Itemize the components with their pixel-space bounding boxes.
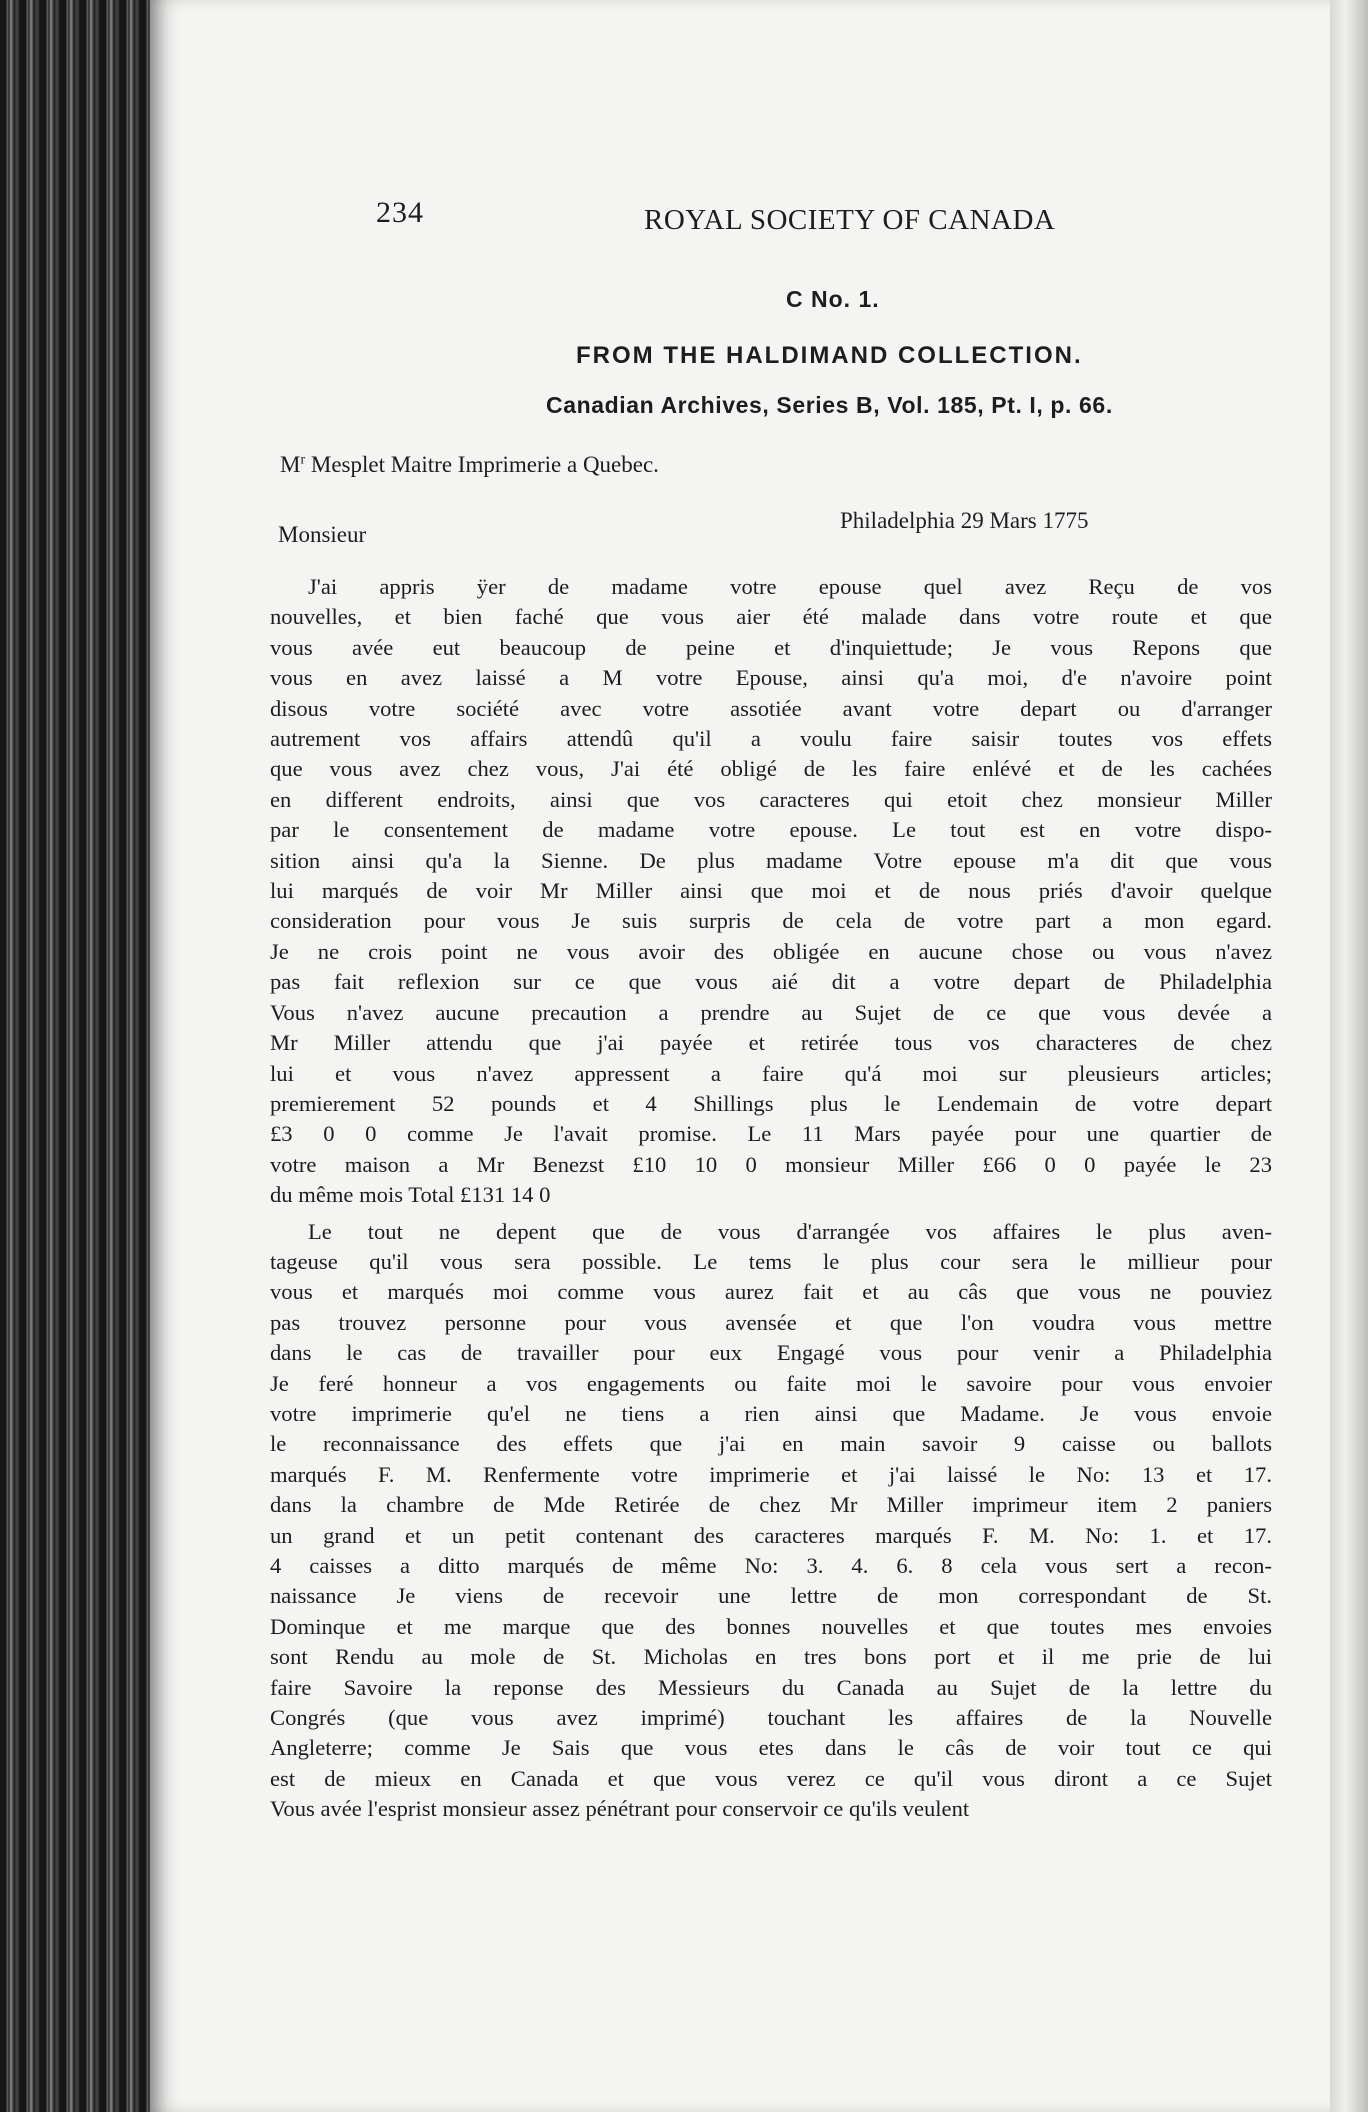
- text-line: sition ainsi qu'a la Sienne. De plus madame Votre epouse m'a dit que vous: [270, 847, 1272, 873]
- collection-title: FROM THE HALDIMAND COLLECTION.: [576, 342, 1083, 369]
- text-line: tageuse qu'il vous sera possible. Le tems le plus cour sera le millieur pour: [270, 1248, 1272, 1274]
- text-line: J'ai appris ÿer de madame votre epouse quel avez Reçu de vos: [308, 574, 1272, 599]
- text-line: Congrés (que vous avez imprimé) touchant les affaires de la Nouvelle: [270, 1705, 1272, 1731]
- text-line: que vous avez chez vous, J'ai été obligé de les faire enlévé et de les cachées: [270, 756, 1272, 782]
- text-line: Dominque et me marque que des bonnes nouvelles et que toutes mes envoies: [270, 1613, 1272, 1639]
- addressee-superscript: r: [300, 452, 306, 468]
- text-line: vous avée eut beaucoup de peine et d'inquiettude; Je vous Repons que: [270, 634, 1272, 660]
- text-line: Vous n'avez aucune precaution a prendre au Sujet de ce que vous devée a: [270, 999, 1272, 1025]
- text-line: lui et vous n'avez appressent a faire qu'á moi sur pleusieurs articles;: [270, 1060, 1272, 1086]
- text-line: nouvelles, et bien faché que vous aier été malade dans votre route et que: [270, 604, 1272, 630]
- paragraph: [270, 1217, 1272, 1825]
- text-line: lui marqués de voir Mr Miller ainsi que moi et de nous priés d'avoir quelque: [270, 878, 1272, 904]
- text-line: 4 caisses a ditto marqués de même No: 3. 4. 6. 8 cela vous sert a recon-: [270, 1553, 1272, 1578]
- text-line: Je feré honneur a vos engagements ou faite moi le savoire pour vous envoier: [270, 1370, 1272, 1396]
- text-line: votre maison a Mr Benezst £10 10 0 monsieur Miller £66 0 0 payée le 23: [270, 1151, 1272, 1177]
- book-binding-edge: [0, 0, 160, 2112]
- text-line: disous votre société avec votre assotiée avant votre depart ou d'arranger: [270, 695, 1272, 721]
- running-head: ROYAL SOCIETY OF CANADA: [644, 204, 1056, 236]
- text-line: naissance Je viens de recevoir une lettre de mon correspondant de St.: [270, 1583, 1272, 1609]
- text-line: autrement vos affairs attendû qu'il a voulu faire saisir toutes vos effets: [270, 726, 1272, 752]
- text-line: par le consentement de madame votre epouse. Le tout est en votre dispo-: [270, 817, 1272, 843]
- text-line: le reconnaissance des effets que j'ai en main savoir 9 caisse ou ballots: [270, 1431, 1272, 1457]
- text-line: faire Savoire la reponse des Messieurs du Canada au Sujet de la lettre du: [270, 1674, 1272, 1700]
- text-line: un grand et un petit contenant des caracteres marqués F. M. No: 1. et 17.: [270, 1522, 1272, 1548]
- dateline: Philadelphia 29 Mars 1775: [840, 508, 1089, 533]
- text-line: consideration pour vous Je suis surpris de cela de votre part a mon egard.: [270, 908, 1272, 934]
- addressee: [280, 452, 659, 478]
- text-line: vous et marqués moi comme vous aurez fait et au câs que vous ne pouviez: [270, 1279, 1272, 1305]
- book-page: [150, 0, 1330, 2112]
- text-line: est de mieux en Canada et que vous verez ce qu'il vous diront a ce Sujet: [270, 1765, 1272, 1791]
- text-line: pas fait reflexion sur ce que vous aié dit a votre depart de Philadelphia: [270, 969, 1272, 995]
- addressee-prefix: M: [280, 452, 301, 477]
- text-line: votre imprimerie qu'el ne tiens a rien ainsi que Madame. Je vous envoie: [270, 1400, 1272, 1426]
- text-line: pas trouvez personne pour vous avensée et que l'on voudra vous mettre: [270, 1309, 1272, 1335]
- text-line: marqués F. M. Renfermente votre imprimerie et j'ai laissé le No: 13 et 17.: [270, 1461, 1272, 1487]
- text-line: en different endroits, ainsi que vos caracteres qui etoit chez monsieur Miller: [270, 786, 1272, 812]
- text-line: sont Rendu au mole de St. Micholas en tres bons port et il me prie de lui: [270, 1644, 1272, 1670]
- text-line: vous en avez laissé a M votre Epouse, ainsi qu'a moi, d'e n'avoire point: [270, 665, 1272, 691]
- paragraph: [270, 572, 1272, 1211]
- text-line: Le tout ne depent que de vous d'arrangée vos affaires le plus aven-: [308, 1218, 1272, 1244]
- document-number-text: C No. 1.: [786, 286, 880, 312]
- salutation: Monsieur: [278, 522, 367, 547]
- text-line: Je ne crois point ne vous avoir des obligée en aucune chose ou vous n'avez: [270, 938, 1272, 964]
- page-number: 234: [376, 196, 424, 229]
- archive-reference: Canadian Archives, Series B, Vol. 185, Pt. I, p. 66.: [546, 392, 1113, 418]
- text-line: Angleterre; comme Je Sais que vous etes dans le câs de voir tout ce qui: [270, 1735, 1272, 1761]
- text-line: premierement 52 pounds et 4 Shillings plus le Lendemain de votre depart: [270, 1090, 1272, 1116]
- text-line: dans la chambre de Mde Retirée de chez Mr Miller imprimeur item 2 paniers: [270, 1492, 1272, 1518]
- addressee-rest: Mesplet Maitre Imprimerie a Quebec.: [305, 452, 659, 477]
- text-line: £3 0 0 comme Je l'avait promise. Le 11 Mars payée pour une quartier de: [270, 1121, 1272, 1147]
- text-line: dans le cas de travailler pour eux Engagé vous pour venir a Philadelphia: [270, 1340, 1272, 1366]
- letter-body: [270, 572, 1272, 1825]
- text-line: Vous avée l'esprist monsieur assez pénétrant pour conservoir ce qu'ils veulent: [270, 1796, 970, 1822]
- text-line: du même mois Total £131 14 0: [270, 1182, 551, 1208]
- facing-page-edge: [1330, 0, 1368, 2112]
- text-line: Mr Miller attendu que j'ai payée et retirée tous vos characteres de chez: [270, 1030, 1272, 1056]
